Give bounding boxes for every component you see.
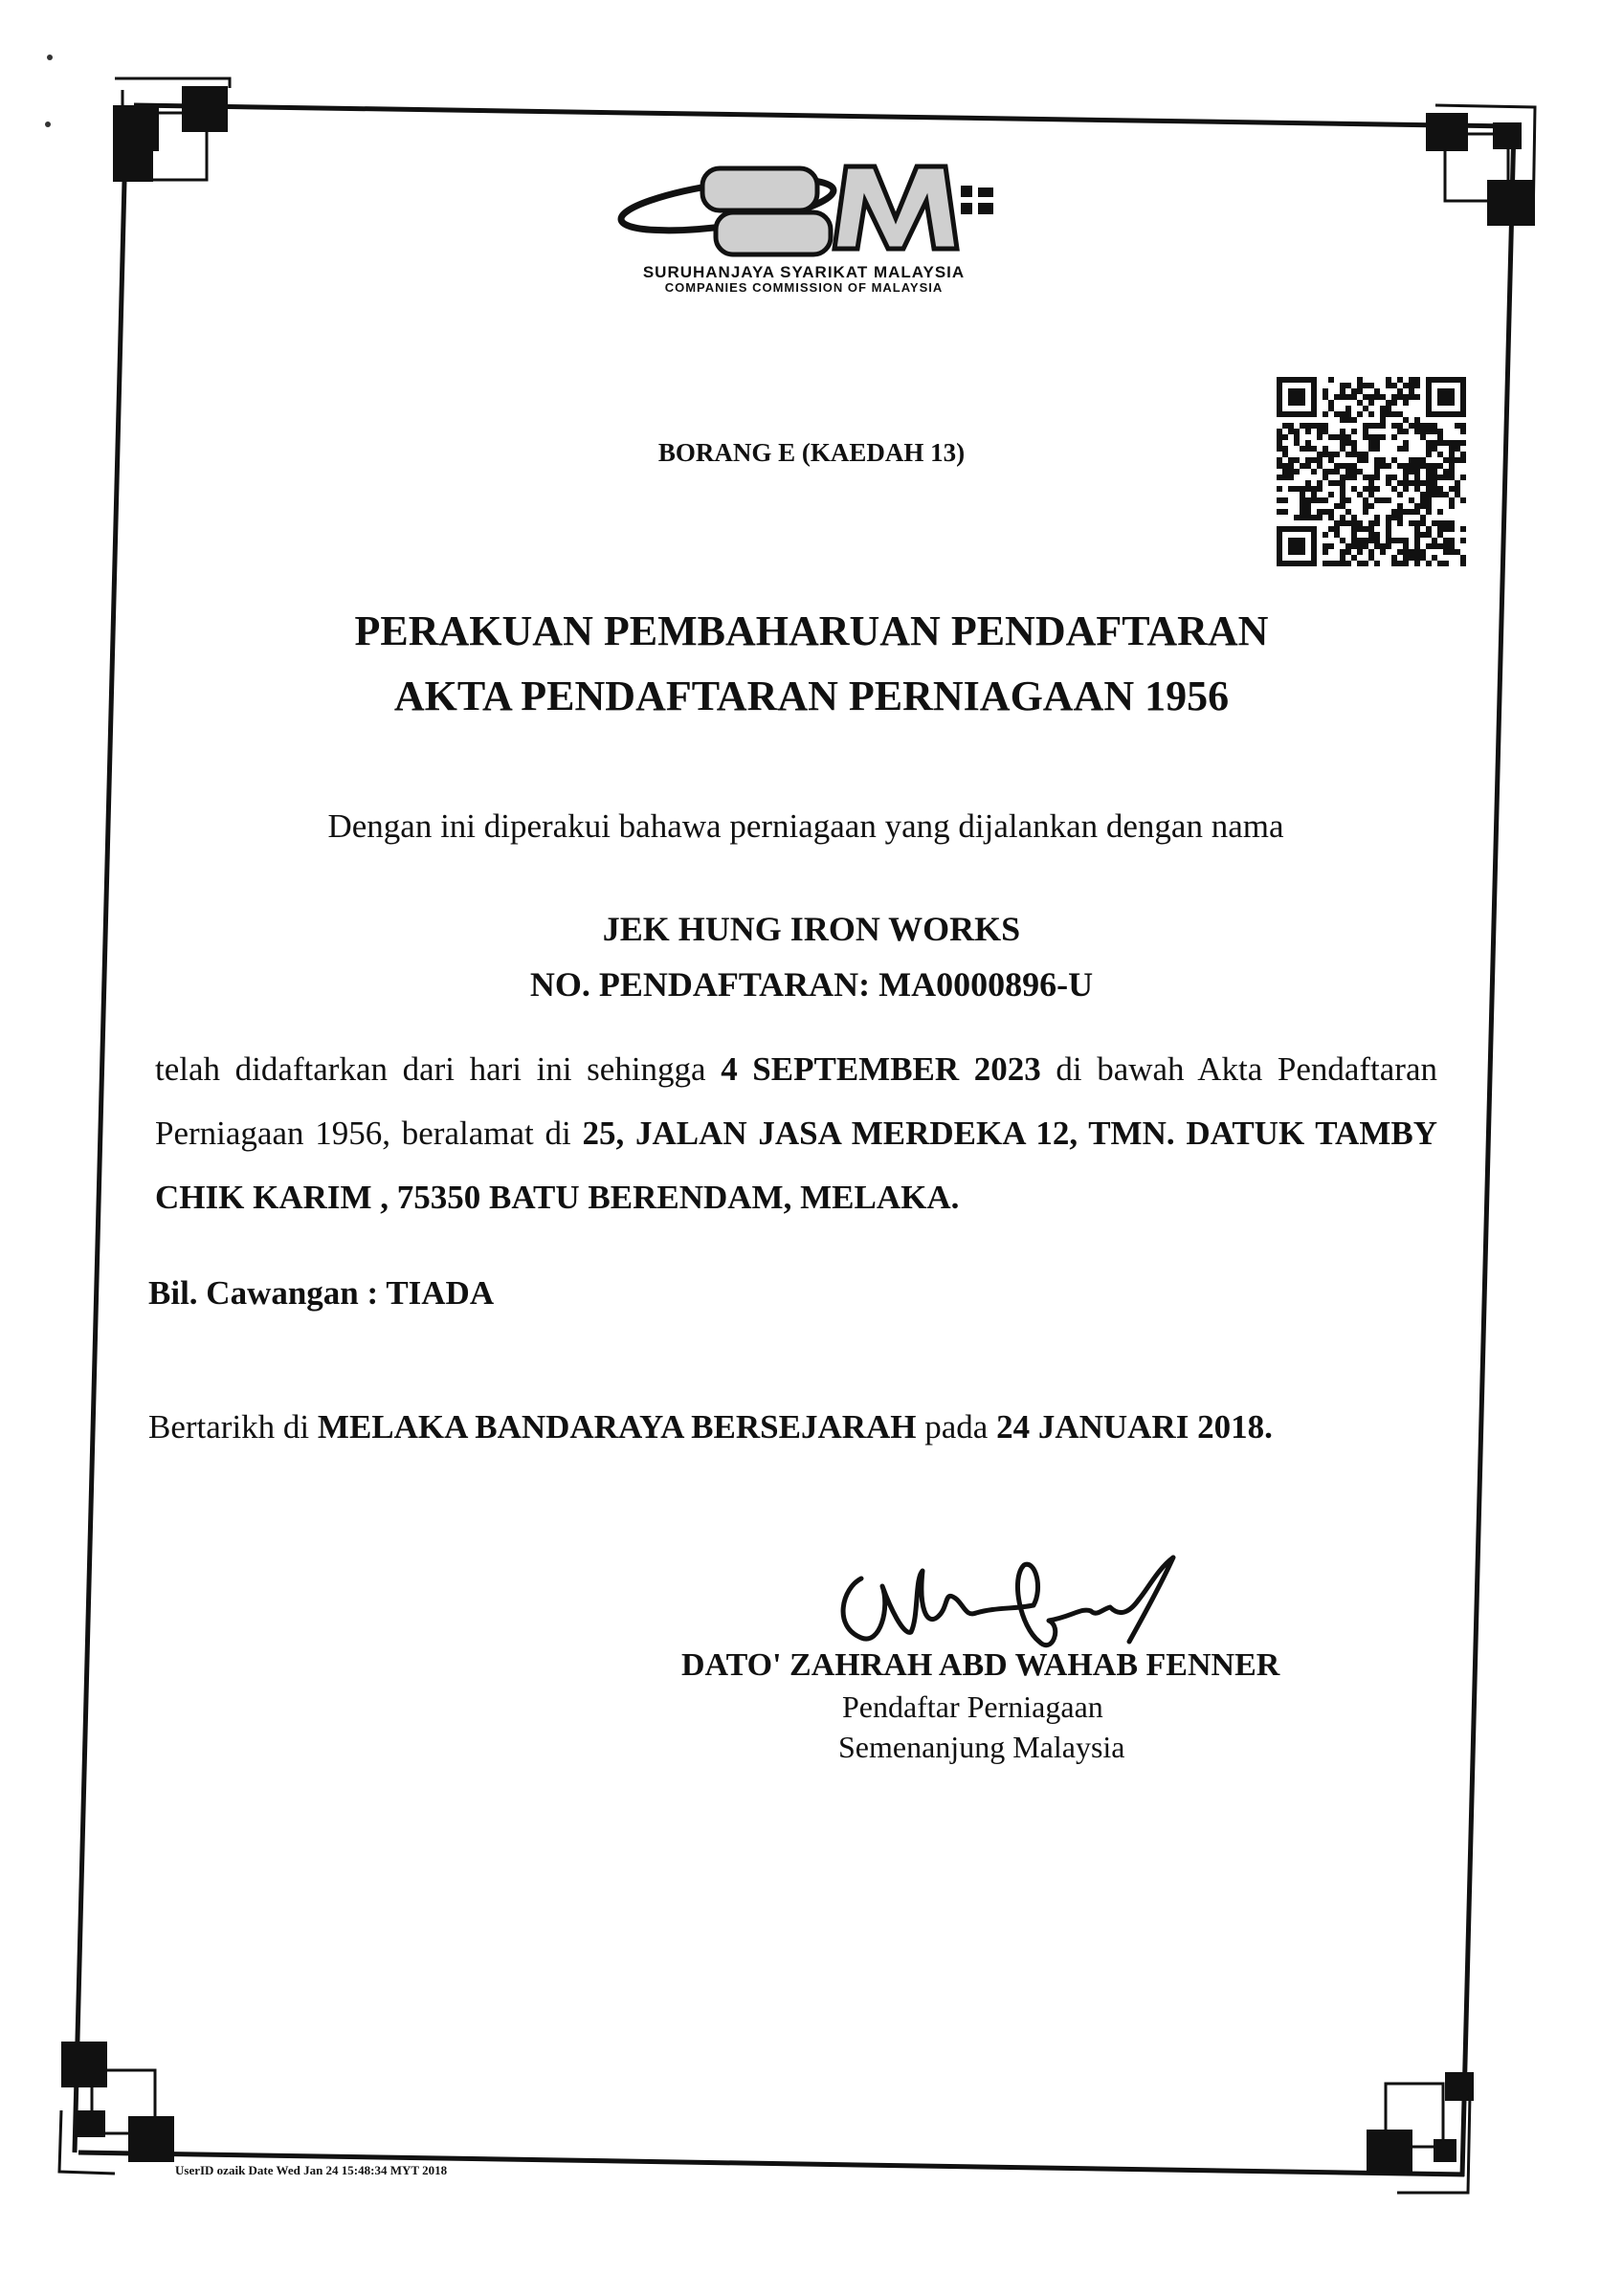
body-text-1: telah didaftarkan dari hari ini sehingga bbox=[155, 1050, 722, 1088]
dated-place: MELAKA BANDARAYA BERSEJARAH bbox=[317, 1408, 917, 1446]
dated-line bbox=[148, 1408, 1273, 1446]
signatory-name: DATO' ZAHRAH ABD WAHAB FENNER bbox=[681, 1647, 1280, 1683]
qr-code bbox=[1277, 377, 1466, 566]
business-name: JEK HUNG IRON WORKS bbox=[602, 910, 1021, 948]
registration-label: NO. PENDAFTARAN: bbox=[529, 965, 871, 1004]
form-reference: BORANG E (KAEDAH 13) bbox=[657, 438, 966, 467]
branch-value: TIADA bbox=[386, 1274, 495, 1312]
registration-value: MA0000896-U bbox=[878, 965, 1094, 1004]
certificate-title-line-1: PERAKUAN PEMBAHARUAN PENDAFTARAN bbox=[354, 607, 1269, 654]
footer-user-stamp: UserID ozaik Date Wed Jan 24 15:48:34 MYT 2018 bbox=[175, 2163, 448, 2177]
branch-label: Bil. Cawangan : bbox=[148, 1274, 379, 1312]
body-text-2: di bawah Akta Pendaftaran Perniagaan 1956, beralamat di bbox=[155, 1050, 1437, 1152]
corner-ornament-top-left bbox=[113, 78, 230, 182]
signatory-title-2: Semenanjung Malaysia bbox=[838, 1730, 1125, 1764]
ssm-name-malay: SURUHANJAYA SYARIKAT MALAYSIA bbox=[642, 263, 966, 281]
dated-prefix: Bertarikh di bbox=[148, 1408, 318, 1446]
registration-paragraph bbox=[155, 1037, 1437, 1229]
certificate-title-line-2: AKTA PENDAFTARAN PERNIAGAAN 1956 bbox=[393, 673, 1230, 719]
registration-number bbox=[0, 964, 1623, 1004]
dated-date: 24 JANUARI 2018. bbox=[996, 1408, 1273, 1446]
ssm-logo-name bbox=[565, 264, 1043, 295]
intro-statement: Dengan ini diperakui bahawa perniagaan yang dijalankan dengan nama bbox=[327, 807, 1284, 845]
ssm-name-english: COMPANIES COMMISSION OF MALAYSIA bbox=[664, 280, 944, 295]
expiry-date: 4 SEPTEMBER 2023 bbox=[721, 1050, 1041, 1088]
branch-count bbox=[148, 1274, 494, 1313]
signatory-title-1: Pendaftar Perniagaan bbox=[842, 1689, 1103, 1724]
business-address: 25, JALAN JASA MERDEKA 12, TMN. DATUK TAMBY CHIK KARIM , 75350 BATU BERENDAM, MELAKA. bbox=[155, 1115, 1437, 1216]
dated-mid: pada bbox=[916, 1408, 997, 1446]
corner-ornament-top-right bbox=[1426, 105, 1535, 226]
